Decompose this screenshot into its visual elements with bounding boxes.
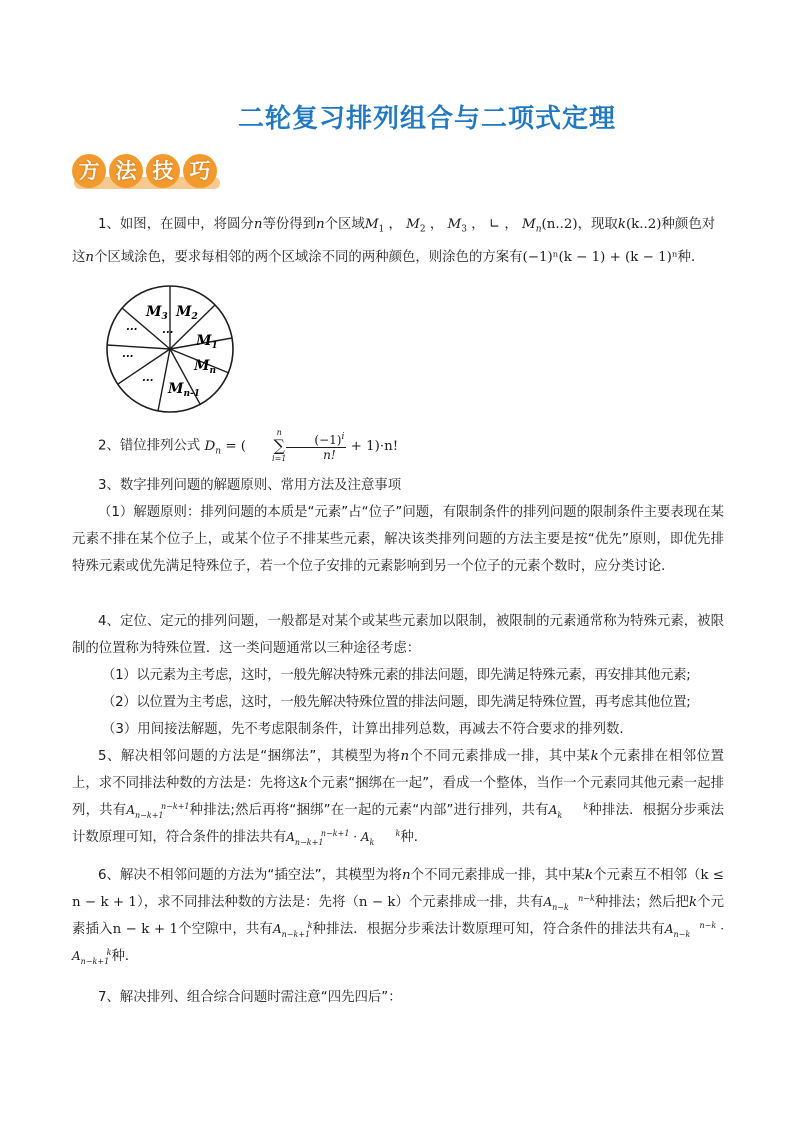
circle-diagram [104, 283, 236, 415]
perm-symbol: A n−k n−k [543, 894, 595, 912]
ellipsis-label: ... [126, 320, 138, 333]
item-7: 7、解决排列、组合综合问题时需注意“四先四后”： [98, 990, 402, 1005]
page-title: 二轮复习排列组合与二项式定理 [237, 104, 616, 134]
banner-char: 法 [115, 159, 137, 183]
perm-symbol: A n−k+1 n−k+1 [126, 802, 190, 820]
item-4-way-2: （2）以位置为主考虑，这时，一般先解决特殊位置的排法问题，即先满足特殊位置，再考虑其他位置; [102, 695, 691, 710]
banner-char: 技 [152, 159, 174, 183]
region-label-m3: $M_3$ [146, 304, 168, 322]
condition-k: (k..2) [625, 217, 662, 232]
condition-n: (n..2) [541, 217, 578, 232]
item-4-way-1: （1）以元素为主考虑，这时，一般先解决特殊元素的排法问题，即先满足特殊元素，再安排其他元素; [102, 668, 691, 683]
section-banner [72, 150, 222, 194]
item-4-way-3: （3）用间接法解题，先不考虑限制条件，计算出排列总数，再减去不符合要求的排列数． [102, 722, 633, 737]
region-list: $M_1$ ， $M_2$ ， $M_3$ ， ∟ ， $M_n$ [364, 217, 542, 235]
ellipsis-label: ... [142, 371, 154, 384]
region-label-mn: $M_n$ [194, 358, 217, 376]
banner-char: 方 [78, 159, 100, 183]
item-3-title: 3、数字排列问题的解题原则、常用方法及注意事项 [98, 478, 402, 493]
banner-char: 巧 [189, 159, 211, 183]
perm-product: A n−k n−k · A k n−k+1 [72, 921, 725, 966]
coloring-formula: (−1)ⁿ(k − 1) + (k − 1)ⁿ [522, 249, 678, 265]
item-2: 2、错位排列公式 $D_n$ = ( n ∑ i=1 $\frac{(-1)^i}{n!}$ + 1)·n! [98, 428, 399, 463]
item-5: 5、解决相邻问题的方法是“捆绑法”，其模型为将n个不同元素排成一排，其中某k个元素排在相邻位置上，求不同排法种数的方法是：先将这k个元素“捆绑在一起”，看成一个整体，当作一个元素同其他元素一起排列，共有A n−k+1 n−k+1 种排法;然后再将“捆绑”在一起的元素“内部”进行排列，共有A k k 种排法．根据分步乘法计数原理可知，符合条件的排法共有A n−k+1 n−k+1 · A k k 种． [72, 749, 725, 847]
ellipsis-label: ... [122, 347, 134, 360]
region-label-m1: $M_1$ [196, 333, 218, 351]
perm-symbol: A k n−k+1 [272, 921, 313, 939]
region-label-m2: $M_2$ [176, 304, 198, 322]
region-label-mn-1: $M_{n-1}$ [168, 381, 201, 399]
perm-symbol: A k k [548, 802, 589, 820]
derangement-formula: $D_n$ = ( n ∑ i=1 $\frac{(-1)^i}{n!}$ + 1)·n! [204, 428, 399, 463]
item-1: 1、如图，在圆中，将圆分n等份得到n个区域$M_1$ ， $M_2$ ， $M_3$ ， ∟ ， $M_n(n..2)$，现取k(k..2)种颜色对 这n个区域涂色，要求每相邻的两个区域涂不同的两种颜色，则涂色的方案有(−1)ⁿ(k − 1) + (k − 1)ⁿ种． [72, 217, 716, 265]
item-3-principle: （1）解题原则：排列问题的本质是“元素”占“位子”问题，有限制条件的排列问题的限制条件主要表现在某元素不排在某个位子上，或某个位子不排某些元素，解决该类排列问题的方法主要是按“优先”原则，即优先排特殊元素或优先满足特殊位子，若一个位子安排的元素影响到另一个位子的元素个数时，应分类讨论． [72, 505, 724, 574]
perm-product: A n−k+1 n−k+1 · A k k [286, 829, 401, 847]
item-6: 6、解决不相邻问题的方法为“插空法”，其模型为将n个不同元素排成一排，其中某k个元素互不相邻（k ≤ n − k + 1），求不同排法种数的方法是：先将（n − k）个元素排成一排，共有A n−k n−k 种排法；然后把k个元素插入n − k + 1个空隙中，共有A k n−k+1 种排法．根据分步乘法计数原理可知，符合条件的排法共有A n−k n−k · A k n−k+1 种． [72, 868, 725, 966]
ellipsis-label: ... [162, 323, 174, 336]
item-4: 4、定位、定元的排列问题，一般都是对某个或某些元素加以限制，被限制的元素通常称为特殊元素，被限制的位置称为特殊位置．这一类问题通常以三种途径考虑： [72, 614, 724, 656]
